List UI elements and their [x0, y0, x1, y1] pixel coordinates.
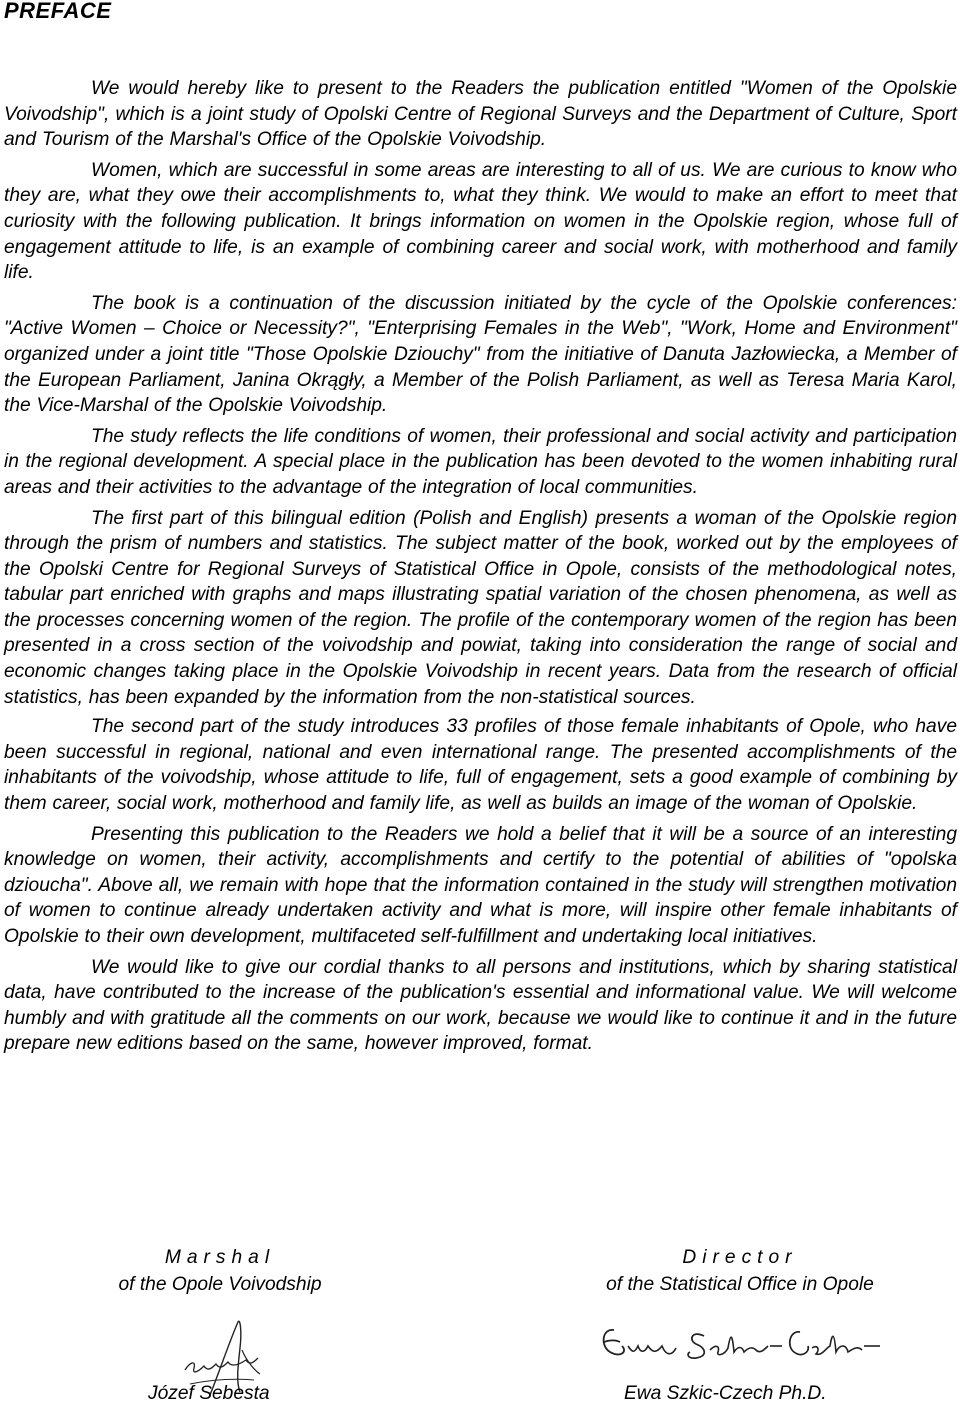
handwritten-signature-right [592, 1316, 882, 1378]
paragraph: Women, which are successful in some areas are interesting to all of us. We are curious to know who they are, what they owe their accomplishments to, what they think. We would to make an effort to meet that curiosity with the following publication. It brings information on women in the Opolskie region, whose full of engagement attitude to life, is an example of combining career and social work, with motherhood and family life. [4, 159, 957, 284]
paragraph: The second part of the study introduces 33 profiles of those female inhabitants of Opole, who have been successful in regional, national and even international range. The presented accomplishments of the inhabitants of the voivodship, whose attitude to life, full of engagement, sets a good example of combining by them career, social work, motherhood and family life, as well as builds an image of the woman of Opolskie. [4, 716, 957, 815]
signatory-role: Director [682, 1247, 798, 1268]
signatory-role: Marshal [164, 1247, 276, 1268]
signatory-name-director: Ewa Szkic-Czech Ph.D. [624, 1383, 827, 1404]
signatory-name-marshal: Józef Sebesta [148, 1383, 270, 1404]
signatory-title: of the Opole Voivodship [118, 1274, 322, 1295]
preface-body [4, 76, 957, 1062]
paragraph: We would hereby like to present to the Readers the publication entitled "Women of the Opolskie Voivodship", which is a joint study of Opolski Centre of Regional Surveys and the Department of Culture, Sport and Tourism of the Marshal's Office of the Opolskie Voivodship. [4, 78, 957, 151]
page-title: PREFACE [4, 0, 112, 23]
signatory-title: of the Statistical Office in Opole [606, 1274, 874, 1295]
paragraph: The first part of this bilingual edition (Polish and English) presents a woman of the Opolskie region through the prism of numbers and statistics. The subject matter of the book, worked out by the employees of the Opolski Centre for Regional Surveys of Statistical Office in Opole, consists of the methodological notes, tabular part enriched with graphs and maps illustrating spatial variation of the chosen phenomena, as well as the processes concerning women of the region. The profile of the contemporary women of the region has been presented in a cross section of the voivodship and powiat, taking into consideration the range of social and economic changes taking place in the Opolskie Voivodship in recent years. Data from the research of official statistics, has been expanded by the information from the non-statistical sources. [4, 507, 957, 708]
paragraph: The study reflects the life conditions of women, their professional and social activity and participation in the regional development. A special place in the publication has been devoted to the women inhabiting rural areas and their activities to the advantage of the integration of local communities. [4, 425, 957, 498]
signature-block-director [570, 1244, 910, 1298]
paragraph: Presenting this publication to the Readers we hold a belief that it will be a source of an interesting knowledge on women, their activity, accomplishments and certify to the potential of abilities of "opolska dzioucha". Above all, we remain with hope that the information contained in the study will strengthen motivation of women to continue already undertaken activity and what is more, will inspire other female inhabitants of Opolskie to their own development, multifaceted self-fulfillment and undertaking local initiatives. [4, 823, 957, 947]
signature-block-marshal [50, 1244, 390, 1298]
paragraph: The book is a continuation of the discussion initiated by the cycle of the Opolskie conferences: "Active Women – Choice or Necessity?", "Enterprising Females in the Web", "Work, Home and Environment" organized under a joint title "Those Opolskie Dziouchy" from the initiative of Danuta Jazłowiecka, a Member of the European Parliament, Janina Okrągły, a Member of the Polish Parliament, as well as Teresa Maria Karol, the Vice-Marshal of the Opolskie Voivodship. [4, 292, 957, 417]
paragraph: We would like to give our cordial thanks to all persons and institutions, which by sharing statistical data, have contributed to the increase of the publication's essential and informational value. We will welcome humbly and with gratitude all the comments on our work, because we would like to continue it and in the future prepare new editions based on the same, however improved, format. [4, 956, 957, 1055]
